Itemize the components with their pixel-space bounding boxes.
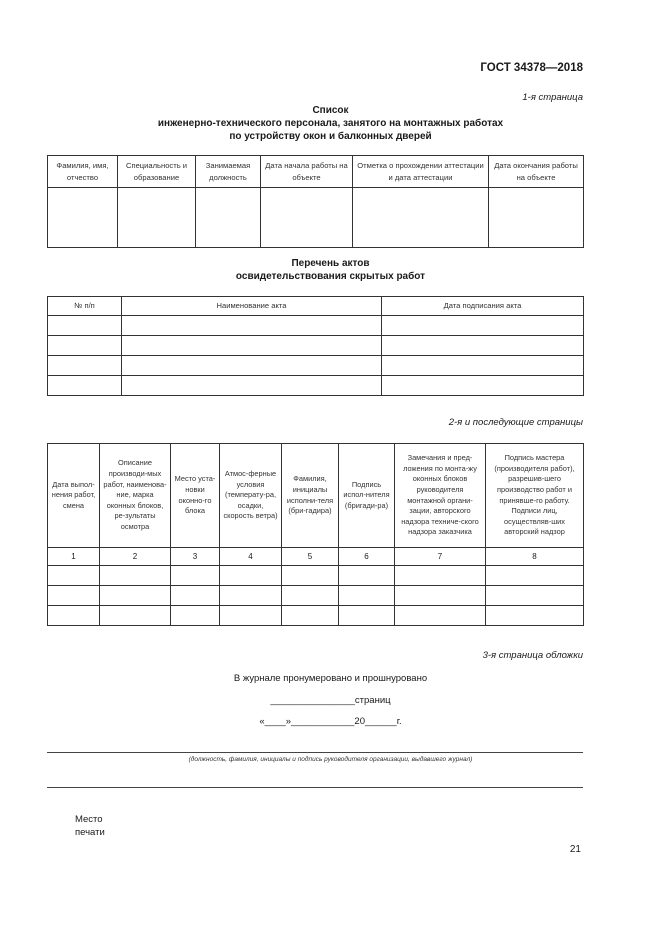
- table-cell: [282, 566, 339, 586]
- column-header: Специальность и образование: [118, 156, 196, 188]
- table-cell: [382, 336, 584, 356]
- table-cell: [382, 316, 584, 336]
- table-cell: [196, 188, 261, 248]
- signature-line: [47, 752, 583, 753]
- table-cell: [261, 188, 353, 248]
- column-number: 3: [171, 548, 220, 566]
- table-cell: [122, 376, 382, 396]
- column-header: Занимаемая должность: [196, 156, 261, 188]
- column-header: Атмос-ферные условия (температу-ра, осадки, скорость ветра): [220, 444, 282, 548]
- table-row: [48, 316, 584, 336]
- table-row: [48, 336, 584, 356]
- table-cell: [339, 586, 395, 606]
- numbered-statement: В журнале пронумеровано и прошнуровано: [233, 673, 428, 684]
- page1-label: 1-я страница: [522, 92, 583, 103]
- title-line: Перечень актов: [291, 258, 370, 269]
- date-line: «____»____________20______г.: [259, 716, 402, 727]
- column-number: 5: [282, 548, 339, 566]
- column-number: 2: [100, 548, 171, 566]
- column-number: 6: [339, 548, 395, 566]
- table-row: [48, 376, 584, 396]
- table-cell: [48, 376, 122, 396]
- staff-list-title: [0, 104, 661, 143]
- table-cell: [220, 586, 282, 606]
- column-header: № п/п: [48, 297, 122, 316]
- table-cell: [395, 586, 486, 606]
- table-cell: [486, 606, 584, 626]
- column-header: Отметка о прохождении аттестации и дата аттестации: [353, 156, 489, 188]
- title-line: по устройству окон и балконных дверей: [229, 131, 432, 142]
- standard-number: ГОСТ 34378—2018: [480, 62, 583, 74]
- table-cell: [122, 356, 382, 376]
- table-row: [48, 606, 584, 626]
- acts-list-title: [0, 257, 661, 283]
- table-cell: [353, 188, 489, 248]
- table-cell: [395, 566, 486, 586]
- table-cell: [220, 606, 282, 626]
- column-header: Дата начала работы на объекте: [261, 156, 353, 188]
- column-header: Описание производи-мых работ, наименова-ние, марка оконных блоков, ре-зультаты осмотра: [100, 444, 171, 548]
- table-cell: [48, 356, 122, 376]
- table-row: [48, 566, 584, 586]
- column-header: Дата подписания акта: [382, 297, 584, 316]
- table-cell: [171, 566, 220, 586]
- column-header: Фамилия, инициалы исполни-теля (бри-гадира): [282, 444, 339, 548]
- table-cell: [48, 586, 100, 606]
- table-row: [48, 188, 584, 248]
- table-cell: [382, 376, 584, 396]
- title-line: инженерно-технического персонала, занятого на монтажных работах: [157, 118, 504, 129]
- table-cell: [100, 586, 171, 606]
- table-cell: [171, 606, 220, 626]
- table-cell: [282, 586, 339, 606]
- table-cell: [486, 566, 584, 586]
- table-cell: [48, 566, 100, 586]
- table-cell: [100, 606, 171, 626]
- work-log-table: [47, 443, 584, 626]
- table-cell: [486, 586, 584, 606]
- page2-label: 2-я и последующие страницы: [448, 417, 583, 428]
- column-number: 1: [48, 548, 100, 566]
- table-cell: [122, 316, 382, 336]
- column-header: Подпись испол-нителя (бригади-ра): [339, 444, 395, 548]
- table-cell: [48, 188, 118, 248]
- column-number: 4: [220, 548, 282, 566]
- table-cell: [339, 566, 395, 586]
- column-header: Наименование акта: [122, 297, 382, 316]
- column-header: Замечания и пред-ложения по монта-жу оконных блоков руководителя монтажной органи-зации, авторского надзора техниче-ского надзора заказчика: [395, 444, 486, 548]
- column-numbers-row: [48, 548, 584, 566]
- stamp-line: печати: [75, 827, 105, 838]
- column-number: 7: [395, 548, 486, 566]
- table-cell: [339, 606, 395, 626]
- page3-label: 3-я страница обложки: [482, 650, 583, 661]
- table-cell: [171, 586, 220, 606]
- table-cell: [48, 606, 100, 626]
- table-row: [48, 586, 584, 606]
- divider-line: [47, 787, 583, 788]
- table-cell: [122, 336, 382, 356]
- table-cell: [48, 316, 122, 336]
- column-number: 8: [486, 548, 584, 566]
- column-header: Подпись мастера (производителя работ), разрешив-шего производство работ и принявше-го работу. Подписи лиц, осуществляв-ших авторский надзор: [486, 444, 584, 548]
- column-header: Дата окончания работы на объекте: [489, 156, 584, 188]
- column-header: Дата выпол-нения работ, смена: [48, 444, 100, 548]
- table-cell: [100, 566, 171, 586]
- table-cell: [489, 188, 584, 248]
- title-line: освидетельствования скрытых работ: [235, 271, 426, 282]
- table-cell: [48, 336, 122, 356]
- stamp-line: Место: [75, 814, 103, 825]
- column-header: Фамилия, имя, отчество: [48, 156, 118, 188]
- table-cell: [220, 566, 282, 586]
- page-number: 21: [569, 844, 581, 855]
- table-cell: [282, 606, 339, 626]
- pages-count-line: ________________страниц: [270, 695, 391, 706]
- table-cell: [118, 188, 196, 248]
- table-row: [48, 356, 584, 376]
- column-header: Место уста-новки оконно-го блока: [171, 444, 220, 548]
- staff-table: [47, 155, 584, 248]
- acts-table: [47, 296, 584, 396]
- stamp-place: [75, 813, 105, 839]
- signature-caption: (должность, фамилия, инициалы и подпись руководителя организации, выдавшего журнал): [188, 756, 473, 763]
- title-line: Список: [312, 105, 349, 116]
- table-cell: [395, 606, 486, 626]
- table-cell: [382, 356, 584, 376]
